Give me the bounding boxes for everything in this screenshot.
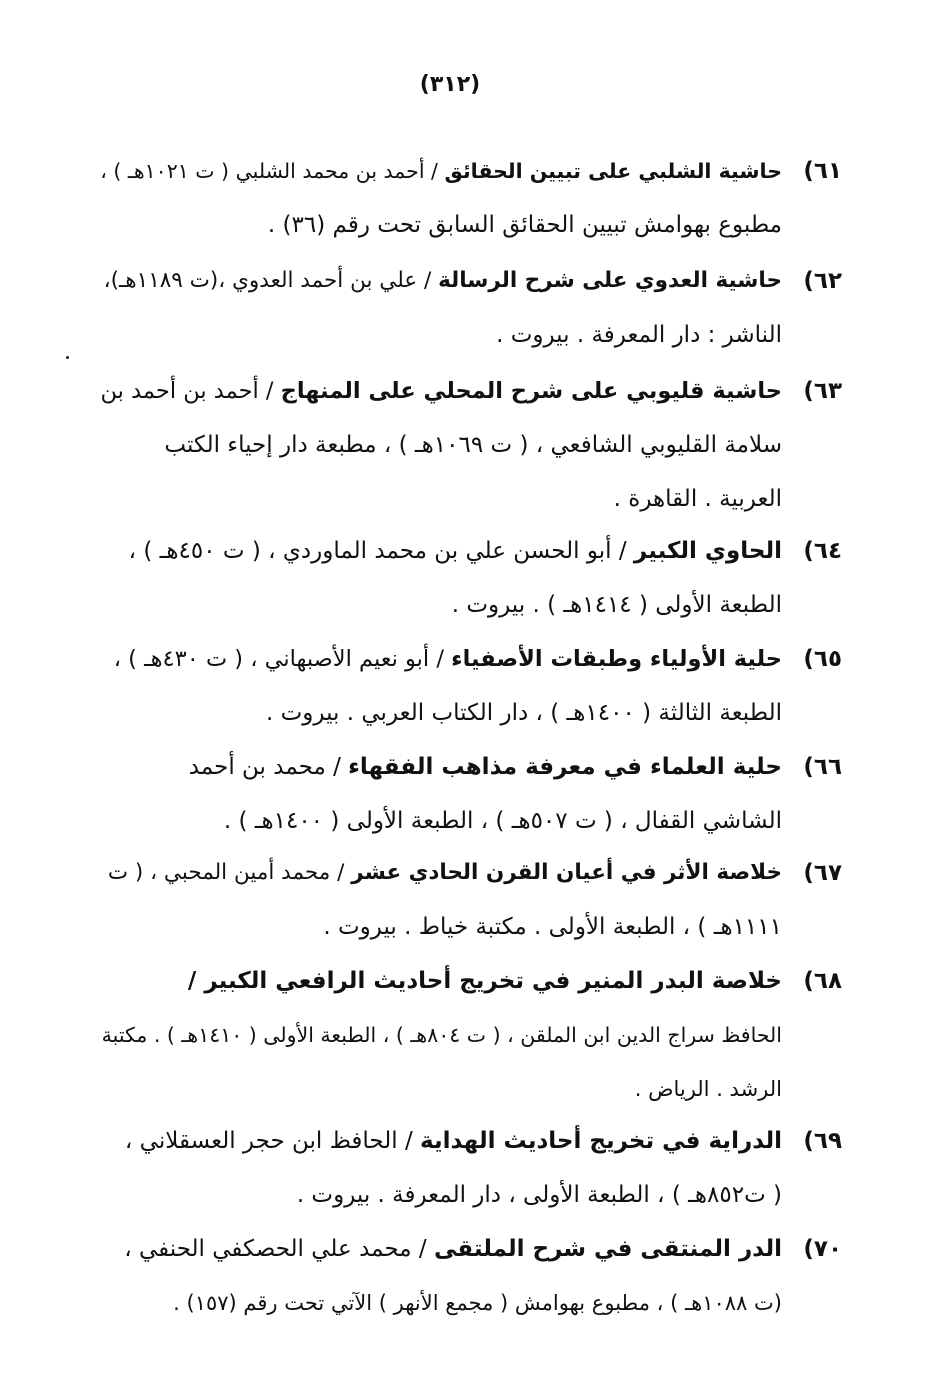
entry-line-2: الشاشي القفال ، ( ت ٥٠٧هـ ) ، الطبعة الأولى ( ١٤٠٠هـ ) .: [223, 808, 782, 834]
entry-title: حاشية قليوبي على شرح المحلي على المنهاج: [280, 378, 782, 404]
entry-line-2: (ت ١٠٨٨هـ ) ، مطبوع بهوامش ( مجمع الأنهر ) الآتي تحت رقم (١٥٧) .: [173, 1291, 782, 1315]
entry-line-3: الرشد . الرياض .: [634, 1077, 782, 1101]
entry-number: ٦٤): [803, 538, 842, 564]
bibliography-entry-65: [100, 632, 842, 740]
scan-speck: [66, 356, 69, 359]
entry-line-1: [100, 1222, 782, 1276]
entry-author: / أحمد بن محمد الشلبي ( ت ١٠٢١هـ ) ،: [100, 159, 445, 183]
entry-line-1: [100, 254, 782, 308]
entry-author: / أبو الحسن علي بن محمد الماوردي ، ( ت ٤٥٠هـ ) ،: [128, 538, 634, 564]
entry-author: / أحمد بن أحمد بن: [100, 378, 281, 404]
bibliography-entry-68: [100, 954, 842, 1116]
bibliography-entry-61: [100, 144, 842, 252]
entry-title: حاشية الشلبي على تبيين الحقائق: [444, 159, 782, 183]
entry-author: / أبو نعيم الأصبهاني ، ( ت ٤٣٠هـ ) ،: [113, 646, 452, 672]
entry-number: ٦٣): [803, 378, 842, 404]
bibliography-entry-67: [100, 846, 842, 954]
entry-line-3: العربية . القاهرة .: [613, 486, 782, 512]
entry-line-1: [100, 524, 782, 578]
bibliography-entry-64: [100, 524, 842, 632]
entry-line-1: [100, 364, 782, 418]
entry-title: الحاوي الكبير: [633, 538, 782, 564]
entry-line-2: ( ت٨٥٢هـ ) ، الطبعة الأولى ، دار المعرفة . بيروت .: [296, 1182, 782, 1208]
entry-title: حلية العلماء في معرفة مذاهب الفقهاء: [348, 754, 782, 780]
bibliography-entry-70: [100, 1222, 842, 1330]
entry-author: / محمد علي الحصكفي الحنفي ،: [124, 1236, 434, 1262]
entry-number: ٧٠): [803, 1236, 842, 1262]
entry-line-2: الطبعة الأولى ( ١٤١٤هـ ) . بيروت .: [451, 592, 782, 618]
bibliography-entry-66: [100, 740, 842, 848]
entry-title: الدر المنتقى في شرح الملتقى: [434, 1236, 782, 1262]
entry-number: ٦٩): [803, 1128, 842, 1154]
entry-number: ٦٨): [803, 968, 842, 994]
entry-number: ٦٦): [803, 754, 842, 780]
entry-line-2: سلامة القليوبي الشافعي ، ( ت ١٠٦٩هـ ) ، مطبعة دار إحياء الكتب: [164, 432, 782, 458]
entry-title: خلاصة البدر المنير في تخريج أحاديث الرافعي الكبير /: [187, 968, 782, 994]
entry-author: / محمد أمين المحبي ، ( ت: [107, 860, 352, 885]
entry-number: ٦٢): [803, 268, 842, 294]
bibliography-entry-69: [100, 1114, 842, 1222]
entry-line-1: [100, 144, 782, 198]
entry-number: ٦١): [803, 158, 842, 184]
entry-author: / علي بن أحمد العدوي ،(ت ١١٨٩هـ)،: [103, 268, 439, 293]
bibliography-entry-62: [100, 254, 842, 362]
entry-line-2: الطبعة الثالثة ( ١٤٠٠هـ ) ، دار الكتاب العربي . بيروت .: [266, 700, 782, 726]
entry-title: الدراية في تخريج أحاديث الهداية: [420, 1128, 782, 1154]
entry-number: ٦٧): [803, 860, 842, 886]
entry-line-1: [100, 846, 782, 900]
entry-line-2: مطبوع بهوامش تبيين الحقائق السابق تحت رقم (٣٦) .: [267, 212, 782, 238]
entry-line-2: ١١١١هـ ) ، الطبعة الأولى . مكتبة خياط . بيروت .: [323, 914, 782, 940]
entry-author: / محمد بن أحمد: [188, 754, 349, 780]
entry-number: ٦٥): [803, 646, 842, 672]
entry-line-1: [100, 740, 782, 794]
entry-author: / الحافظ ابن حجر العسقلاني ،: [124, 1128, 421, 1154]
entry-title: خلاصة الأثر في أعيان القرن الحادي عشر: [351, 860, 782, 885]
bibliography-entry-63: [100, 364, 842, 526]
page-number: (٣١٢): [419, 72, 481, 97]
entry-line-2: الناشر : دار المعرفة . بيروت .: [496, 322, 782, 348]
entry-title: حلية الأولياء وطبقات الأصفياء: [451, 646, 782, 672]
entry-line-1: [100, 1114, 782, 1168]
entry-line-1: [100, 632, 782, 686]
entry-line-1: [100, 954, 782, 1008]
entry-title: حاشية العدوي على شرح الرسالة: [438, 268, 782, 293]
entry-line-2: الحافظ سراج الدين ابن الملقن ، ( ت ٨٠٤هـ ) ، الطبعة الأولى ( ١٤١٠هـ ) . مكتبة: [101, 1023, 782, 1047]
